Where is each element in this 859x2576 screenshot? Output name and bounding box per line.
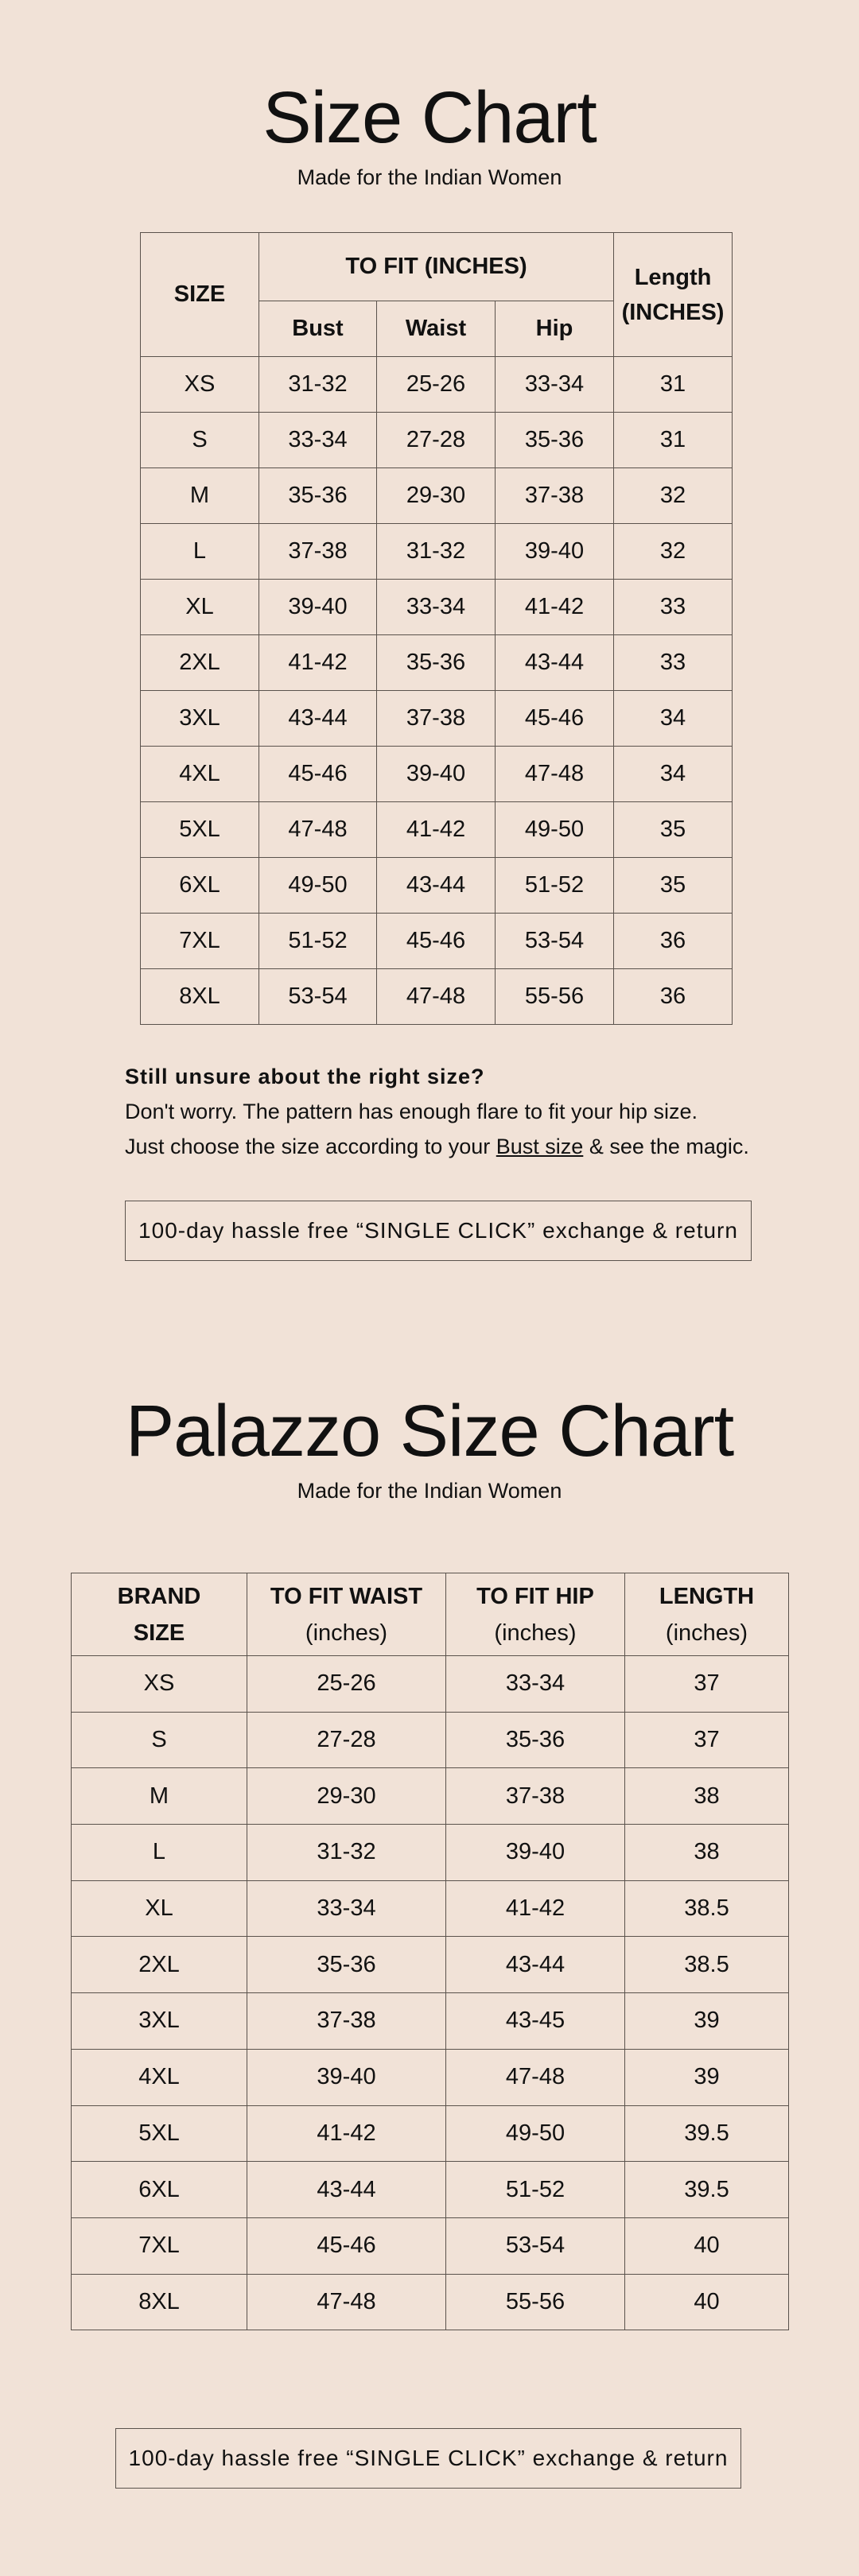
cell-bust: 53-54 [259, 969, 377, 1025]
cell-waist: 41-42 [377, 802, 496, 858]
cell-to-fit-hip: 35-36 [446, 1712, 625, 1768]
cell-hip: 37-38 [496, 468, 614, 524]
header-length: Length (INCHES) [614, 233, 733, 357]
table-row [72, 1712, 789, 1768]
cell-to-fit-hip: 43-44 [446, 1937, 625, 1993]
cell-length: 33 [614, 635, 733, 691]
table-row [141, 858, 733, 914]
cell-waist: 45-46 [377, 914, 496, 969]
cell-length: 34 [614, 691, 733, 747]
cell-hip: 51-52 [496, 858, 614, 914]
cell-bust: 37-38 [259, 524, 377, 580]
cell-waist: 31-32 [377, 524, 496, 580]
table-row [72, 2049, 789, 2105]
cell-length: 32 [614, 468, 733, 524]
note-line-1: Don't worry. The pattern has enough flare to fit your hip size. [125, 1100, 698, 1123]
table-row [141, 747, 733, 802]
header-length: LENGTH (inches) [625, 1573, 789, 1656]
cell-length: 36 [614, 969, 733, 1025]
cell-to-fit-waist: 27-28 [247, 1712, 446, 1768]
cell-length: 39 [625, 2049, 789, 2105]
table-row [141, 914, 733, 969]
cell-bust: 31-32 [259, 357, 377, 413]
cell-to-fit-hip: 49-50 [446, 2105, 625, 2162]
cell-size: XL [141, 580, 259, 635]
cell-hip: 49-50 [496, 802, 614, 858]
table-row [141, 691, 733, 747]
cell-bust: 45-46 [259, 747, 377, 802]
cell-waist: 47-48 [377, 969, 496, 1025]
cell-to-fit-hip: 55-56 [446, 2274, 625, 2330]
cell-hip: 39-40 [496, 524, 614, 580]
header-waist: Waist [377, 301, 496, 357]
cell-to-fit-waist: 25-26 [247, 1656, 446, 1713]
cell-bust: 41-42 [259, 635, 377, 691]
cell-bust: 35-36 [259, 468, 377, 524]
table-row [141, 580, 733, 635]
cell-size: 8XL [141, 969, 259, 1025]
table-row [72, 2162, 789, 2218]
cell-bust: 43-44 [259, 691, 377, 747]
cell-hip: 43-44 [496, 635, 614, 691]
cell-size: 7XL [141, 914, 259, 969]
cell-size: S [141, 413, 259, 468]
cell-length: 31 [614, 357, 733, 413]
cell-waist: 25-26 [377, 357, 496, 413]
cell-brand-size: L [72, 1825, 247, 1881]
cell-waist: 27-28 [377, 413, 496, 468]
cell-to-fit-hip: 53-54 [446, 2217, 625, 2274]
cell-length: 36 [614, 914, 733, 969]
cell-length: 35 [614, 802, 733, 858]
cell-waist: 29-30 [377, 468, 496, 524]
header-to-fit-waist: TO FIT WAIST (inches) [247, 1573, 446, 1656]
table-row [141, 802, 733, 858]
note-line-2: Just choose the size according to your Bust size & see the magic. [125, 1135, 749, 1158]
cell-brand-size: 5XL [72, 2105, 247, 2162]
table-row [72, 1656, 789, 1713]
cell-length: 38.5 [625, 1880, 789, 1937]
cell-hip: 55-56 [496, 969, 614, 1025]
cell-length: 37 [625, 1712, 789, 1768]
cell-waist: 43-44 [377, 858, 496, 914]
table-row [72, 1880, 789, 1937]
cell-hip: 41-42 [496, 580, 614, 635]
cell-to-fit-waist: 43-44 [247, 2162, 446, 2218]
cell-length: 34 [614, 747, 733, 802]
cell-waist: 39-40 [377, 747, 496, 802]
table-row [72, 2217, 789, 2274]
cell-to-fit-hip: 47-48 [446, 2049, 625, 2105]
header-to-fit-hip: TO FIT HIP (inches) [446, 1573, 625, 1656]
cell-length: 39.5 [625, 2162, 789, 2218]
table-row [72, 2274, 789, 2330]
cell-size: 2XL [141, 635, 259, 691]
cell-brand-size: XS [72, 1656, 247, 1713]
cell-size: XS [141, 357, 259, 413]
cell-length: 32 [614, 524, 733, 580]
palazzo-chart-title: Palazzo Size Chart [125, 1391, 734, 1472]
palazzo-chart-subtitle: Made for the Indian Women [297, 1479, 562, 1503]
cell-to-fit-waist: 47-48 [247, 2274, 446, 2330]
cell-waist: 33-34 [377, 580, 496, 635]
table-row [141, 524, 733, 580]
cell-to-fit-waist: 39-40 [247, 2049, 446, 2105]
cell-brand-size: 8XL [72, 2274, 247, 2330]
cell-bust: 47-48 [259, 802, 377, 858]
cell-to-fit-waist: 33-34 [247, 1880, 446, 1937]
cell-to-fit-waist: 45-46 [247, 2217, 446, 2274]
table-row [72, 1993, 789, 2050]
cell-size: 3XL [141, 691, 259, 747]
cell-to-fit-hip: 43-45 [446, 1993, 625, 2050]
cell-brand-size: XL [72, 1880, 247, 1937]
cell-to-fit-waist: 31-32 [247, 1825, 446, 1881]
cell-brand-size: 2XL [72, 1937, 247, 1993]
header-size: SIZE [141, 233, 259, 357]
table-row [72, 1768, 789, 1825]
cell-size: 5XL [141, 802, 259, 858]
cell-length: 39.5 [625, 2105, 789, 2162]
cell-length: 40 [625, 2274, 789, 2330]
cell-hip: 35-36 [496, 413, 614, 468]
table-row [72, 1937, 789, 1993]
cell-to-fit-waist: 35-36 [247, 1937, 446, 1993]
exchange-return-banner[interactable]: 100-day hassle free “SINGLE CLICK” exchange & return [125, 1201, 752, 1261]
cell-length: 39 [625, 1993, 789, 2050]
cell-size: 6XL [141, 858, 259, 914]
cell-length: 38 [625, 1825, 789, 1881]
cell-to-fit-waist: 29-30 [247, 1768, 446, 1825]
cell-to-fit-hip: 51-52 [446, 2162, 625, 2218]
cell-to-fit-waist: 37-38 [247, 1993, 446, 2050]
size-chart-table [140, 232, 733, 1025]
cell-size: L [141, 524, 259, 580]
cell-length: 38 [625, 1768, 789, 1825]
cell-bust: 39-40 [259, 580, 377, 635]
cell-to-fit-hip: 33-34 [446, 1656, 625, 1713]
cell-to-fit-hip: 37-38 [446, 1768, 625, 1825]
header-hip: Hip [496, 301, 614, 357]
cell-length: 33 [614, 580, 733, 635]
cell-size: M [141, 468, 259, 524]
cell-hip: 47-48 [496, 747, 614, 802]
header-to-fit: TO FIT (INCHES) [259, 233, 614, 301]
cell-length: 38.5 [625, 1937, 789, 1993]
cell-size: 4XL [141, 747, 259, 802]
table-row [141, 413, 733, 468]
size-chart-subtitle: Made for the Indian Women [297, 165, 562, 189]
bust-size-link[interactable]: Bust size [496, 1135, 584, 1158]
cell-to-fit-waist: 41-42 [247, 2105, 446, 2162]
cell-bust: 33-34 [259, 413, 377, 468]
table-row [141, 635, 733, 691]
cell-waist: 37-38 [377, 691, 496, 747]
cell-length: 37 [625, 1656, 789, 1713]
cell-waist: 35-36 [377, 635, 496, 691]
header-brand-size: BRAND SIZE [72, 1573, 247, 1656]
size-help-note [125, 1059, 761, 1164]
cell-brand-size: 6XL [72, 2162, 247, 2218]
cell-brand-size: S [72, 1712, 247, 1768]
size-chart-title: Size Chart [262, 77, 597, 158]
exchange-return-banner-bottom[interactable]: 100-day hassle free “SINGLE CLICK” exchange & return [115, 2428, 741, 2489]
cell-brand-size: 3XL [72, 1993, 247, 2050]
table-row [141, 969, 733, 1025]
cell-length: 40 [625, 2217, 789, 2274]
cell-hip: 33-34 [496, 357, 614, 413]
cell-brand-size: M [72, 1768, 247, 1825]
cell-to-fit-hip: 39-40 [446, 1825, 625, 1881]
header-bust: Bust [259, 301, 377, 357]
table-row [72, 2105, 789, 2162]
cell-brand-size: 7XL [72, 2217, 247, 2274]
cell-length: 35 [614, 858, 733, 914]
table-row [72, 1825, 789, 1881]
palazzo-size-table [71, 1573, 789, 2330]
table-row [141, 468, 733, 524]
cell-hip: 53-54 [496, 914, 614, 969]
cell-hip: 45-46 [496, 691, 614, 747]
cell-bust: 51-52 [259, 914, 377, 969]
cell-to-fit-hip: 41-42 [446, 1880, 625, 1937]
cell-brand-size: 4XL [72, 2049, 247, 2105]
table-row [141, 357, 733, 413]
cell-length: 31 [614, 413, 733, 468]
note-question: Still unsure about the right size? [125, 1065, 485, 1088]
cell-bust: 49-50 [259, 858, 377, 914]
